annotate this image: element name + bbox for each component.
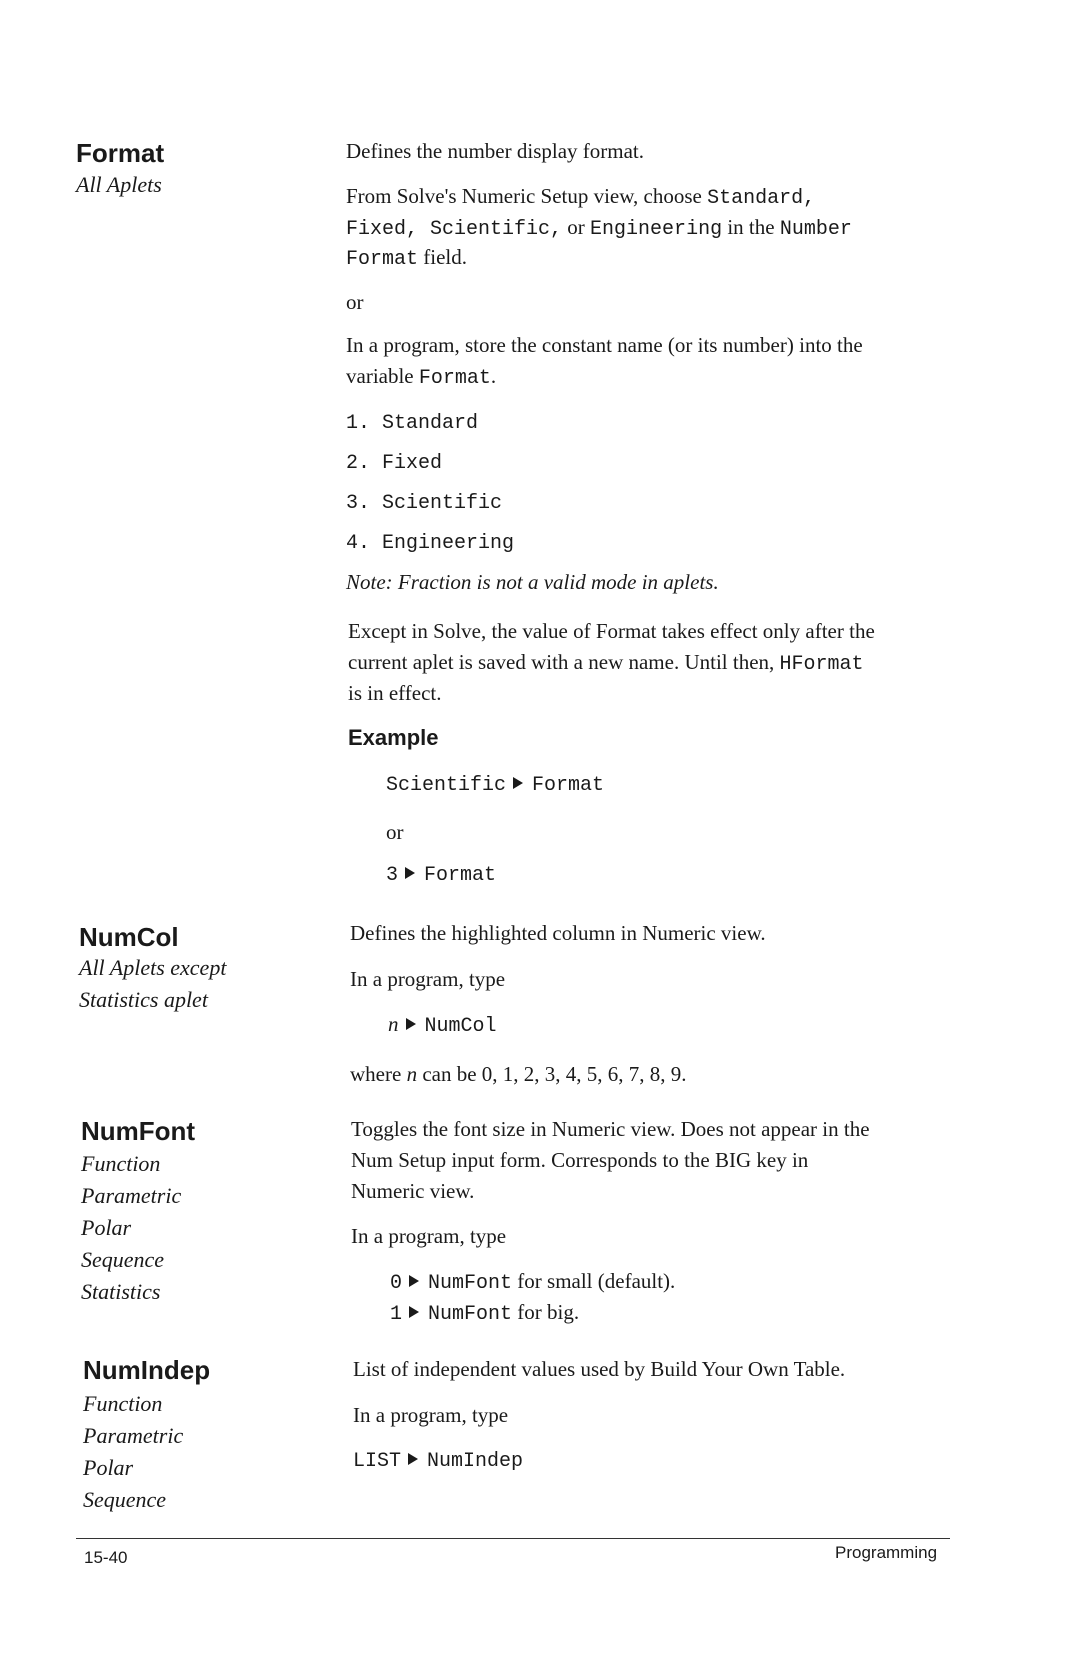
format-heading: Format (76, 138, 165, 168)
numfont-desc-line: Numeric view. (351, 1179, 475, 1203)
numfont-code-small: 0 NumFont for small (default). (390, 1269, 676, 1295)
numindep-applies: Sequence (83, 1487, 167, 1512)
numcol-program: In a program, type (350, 967, 506, 991)
format-note: Note: Fraction is not a valid mode in aplets. (346, 570, 719, 594)
numfont-program: In a program, type (351, 1224, 507, 1248)
numindep-program: In a program, type (353, 1403, 509, 1427)
numfont-applies: Function (81, 1151, 161, 1176)
numfont-applies: Statistics (81, 1279, 161, 1304)
numindep-heading: NumIndep (83, 1355, 211, 1385)
store-arrow-icon (409, 1306, 419, 1318)
numfont-desc-line: Toggles the font size in Numeric view. Does not appear in the (351, 1117, 870, 1141)
format-list-item: 1. Standard (346, 412, 479, 435)
store-arrow-icon (513, 777, 523, 789)
format-or-1: or (346, 290, 364, 314)
format-solve-line3: is in effect. (348, 681, 442, 705)
example-or: or (386, 820, 404, 844)
numindep-applies: Polar (83, 1455, 134, 1480)
numindep-applies: Parametric (83, 1423, 184, 1448)
format-setup-line3: Format field. (346, 245, 467, 271)
numfont-desc-line: Num Setup input form. Corresponds to the BIG key in (351, 1148, 809, 1172)
format-setup-line2: Fixed, Scientific, or Engineering in the Number (346, 215, 852, 241)
numfont-applies: Polar (81, 1215, 132, 1240)
format-solve-line1: Except in Solve, the value of Format takes effect only after the (348, 619, 875, 643)
format-program-line2: variable Format. (346, 364, 497, 390)
numcol-applies: Statistics aplet (79, 987, 208, 1012)
numindep-code: LIST NumIndep (353, 1450, 524, 1473)
store-arrow-icon (409, 1275, 419, 1287)
store-arrow-icon (406, 1018, 416, 1030)
numfont-applies: Parametric (81, 1183, 182, 1208)
store-arrow-icon (408, 1453, 418, 1465)
example-code-1: Scientific Format (386, 774, 605, 797)
numfont-applies: Sequence (81, 1247, 165, 1272)
example-heading: Example (348, 725, 439, 750)
numcol-code: n NumCol (388, 1012, 497, 1038)
numfont-heading: NumFont (81, 1116, 196, 1146)
numindep-applies: Function (83, 1391, 163, 1416)
numcol-heading: NumCol (79, 922, 179, 952)
format-applies: All Aplets (76, 172, 162, 197)
numindep-definition: List of independent values used by Build Your Own Table. (353, 1357, 846, 1381)
numcol-applies: All Aplets except (79, 955, 227, 980)
format-program-line1: In a program, store the constant name (or its number) into the (346, 333, 863, 357)
footer-rule (76, 1538, 950, 1539)
store-arrow-icon (405, 867, 415, 879)
numcol-definition: Defines the highlighted column in Numeric view. (350, 921, 766, 945)
format-definition: Defines the number display format. (346, 139, 644, 163)
format-solve-line2: current aplet is saved with a new name. Until then, HFormat (348, 650, 864, 676)
format-list-item: 2. Fixed (346, 452, 443, 475)
format-setup-line1: From Solve's Numeric Setup view, choose Standard, (346, 184, 816, 210)
example-code-2: 3 Format (386, 864, 497, 887)
section-name: Programming (835, 1543, 938, 1562)
page-number: 15-40 (84, 1548, 128, 1567)
format-list-item: 4. Engineering (346, 532, 515, 555)
format-list-item: 3. Scientific (346, 492, 503, 515)
numcol-where: where n can be 0, 1, 2, 3, 4, 5, 6, 7, 8, 9. (350, 1062, 687, 1086)
numfont-code-big: 1 NumFont for big. (390, 1300, 580, 1326)
